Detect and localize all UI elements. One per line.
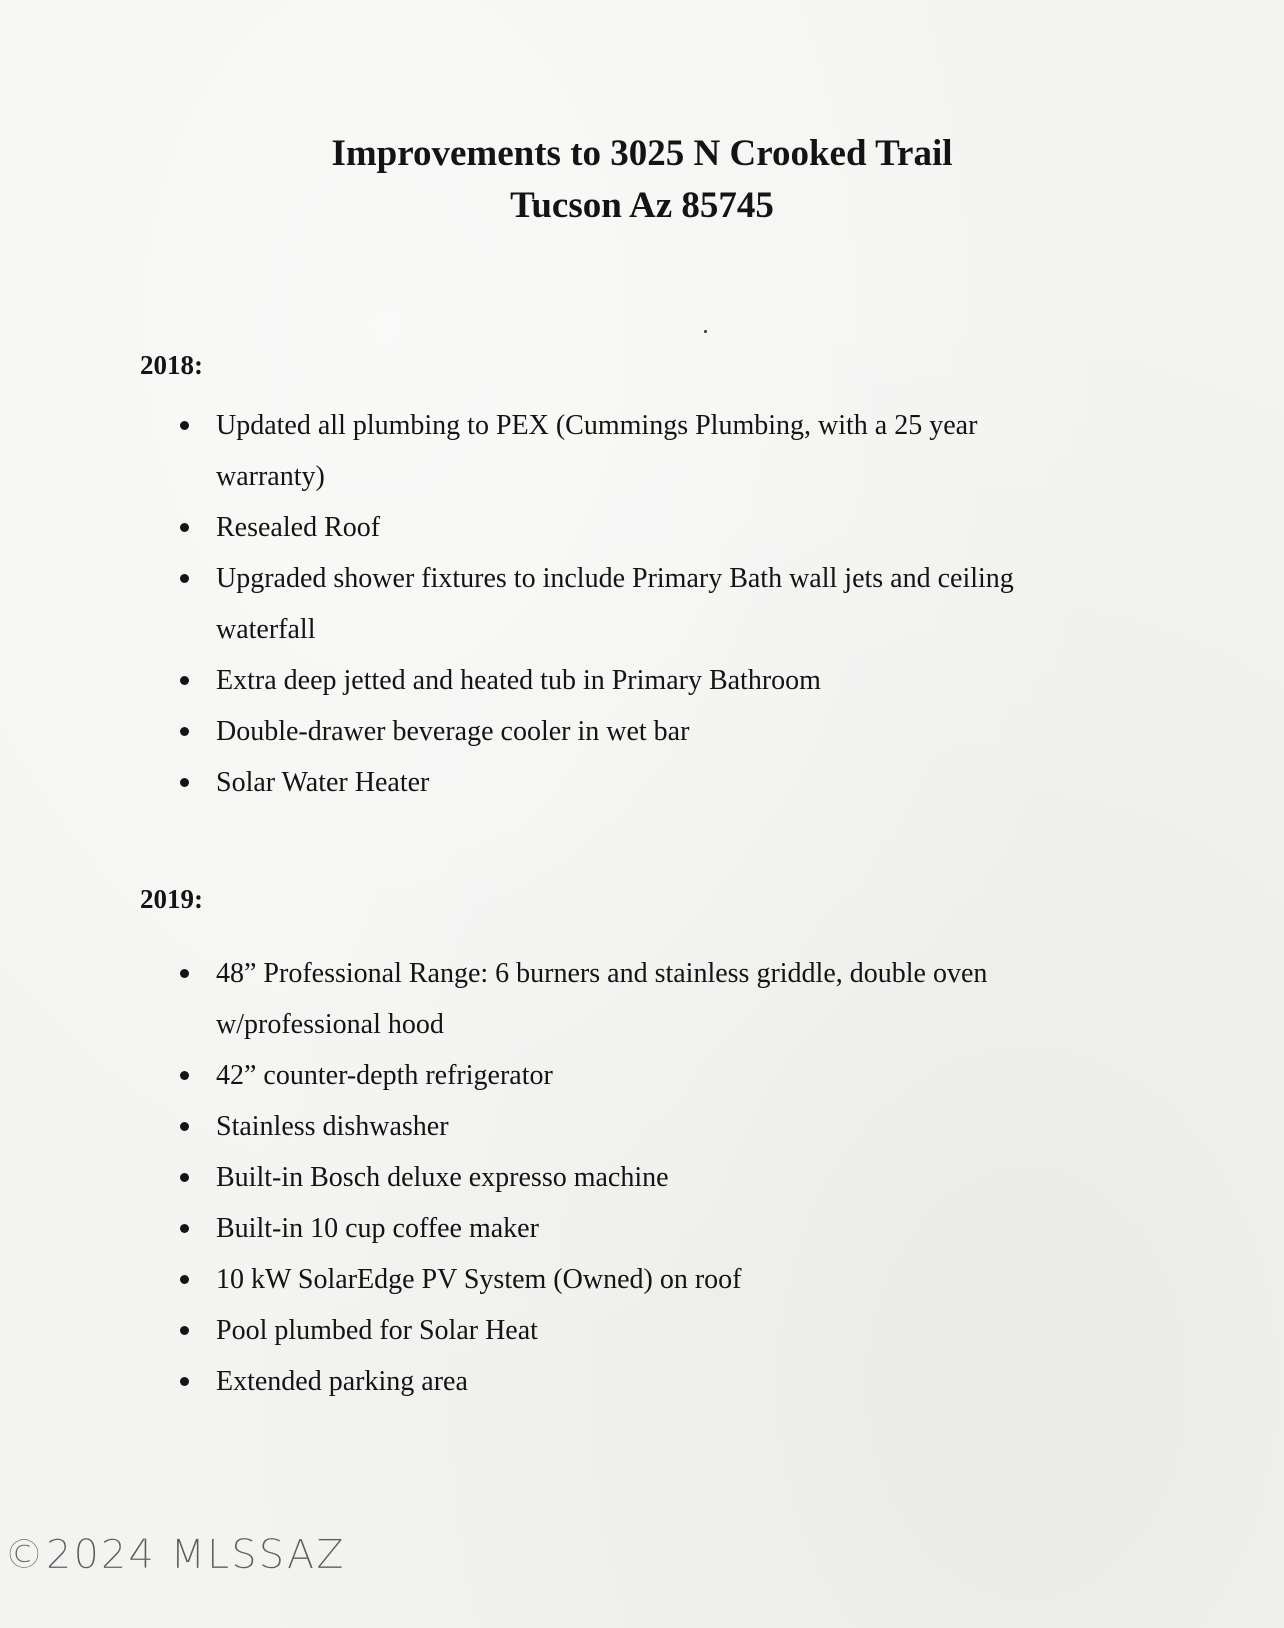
bullet-icon: [180, 421, 189, 430]
list-item-text: Built-in 10 cup coffee maker: [216, 1213, 539, 1244]
list-item: [176, 1203, 1096, 1254]
list-item: [176, 1152, 1096, 1203]
document-title: [0, 128, 1284, 232]
list-item-text: Upgraded shower fixtures to include Primary Bath wall jets and ceiling waterfall: [216, 563, 1014, 645]
list-item-text: 48” Professional Range: 6 burners and stainless griddle, double oven w/professional hood: [216, 958, 988, 1040]
list-item: [176, 706, 1096, 757]
list-item: [176, 757, 1096, 808]
section-year-2018: 2018:: [140, 350, 203, 380]
list-item-text: Extra deep jetted and heated tub in Primary Bathroom: [216, 665, 821, 696]
copyright-watermark: ©2024 MLSSAZ: [4, 1532, 346, 1578]
paper-speck: [704, 330, 707, 333]
list-item-text: Resealed Roof: [216, 512, 381, 543]
list-item: [176, 502, 1096, 553]
list-item: [176, 655, 1096, 706]
bullet-icon: [180, 1377, 189, 1386]
bullet-icon: [180, 1173, 189, 1182]
bullet-icon: [180, 574, 189, 583]
list-item: [176, 400, 1056, 502]
bullet-icon: [180, 1326, 189, 1335]
list-item: [176, 1050, 1096, 1101]
list-item-text: Built-in Bosch deluxe expresso machine: [216, 1162, 669, 1193]
list-item-text: 10 kW SolarEdge PV System (Owned) on roof: [216, 1264, 742, 1295]
bullet-icon: [180, 676, 189, 685]
list-item-text: Pool plumbed for Solar Heat: [216, 1315, 538, 1346]
list-item: [176, 948, 1076, 1050]
list-item: [176, 1305, 1096, 1356]
list-item: [176, 1101, 1096, 1152]
section-year-2019: 2019:: [140, 884, 203, 914]
list-item-text: Updated all plumbing to PEX (Cummings Plumbing, with a 25 year warranty): [216, 410, 978, 492]
bullet-icon: [180, 969, 189, 978]
improvements-list-2019: [176, 948, 1096, 1407]
bullet-icon: [180, 523, 189, 532]
list-item: [176, 1254, 1096, 1305]
list-item: [176, 553, 1086, 655]
bullet-icon: [180, 1122, 189, 1131]
title-line-address: Improvements to 3025 N Crooked Trail: [331, 133, 953, 174]
list-item-text: Double-drawer beverage cooler in wet bar: [216, 716, 690, 747]
title-line-city: Tucson Az 85745: [510, 185, 774, 226]
bullet-icon: [180, 778, 189, 787]
list-item-text: Stainless dishwasher: [216, 1111, 449, 1142]
bullet-icon: [180, 1224, 189, 1233]
list-item-text: 42” counter-depth refrigerator: [216, 1060, 553, 1091]
bullet-icon: [180, 1275, 189, 1284]
bullet-icon: [180, 727, 189, 736]
bullet-icon: [180, 1071, 189, 1080]
list-item-text: Extended parking area: [216, 1366, 468, 1397]
list-item: [176, 1356, 1096, 1407]
list-item-text: Solar Water Heater: [216, 767, 430, 798]
improvements-list-2018: [176, 400, 1096, 808]
